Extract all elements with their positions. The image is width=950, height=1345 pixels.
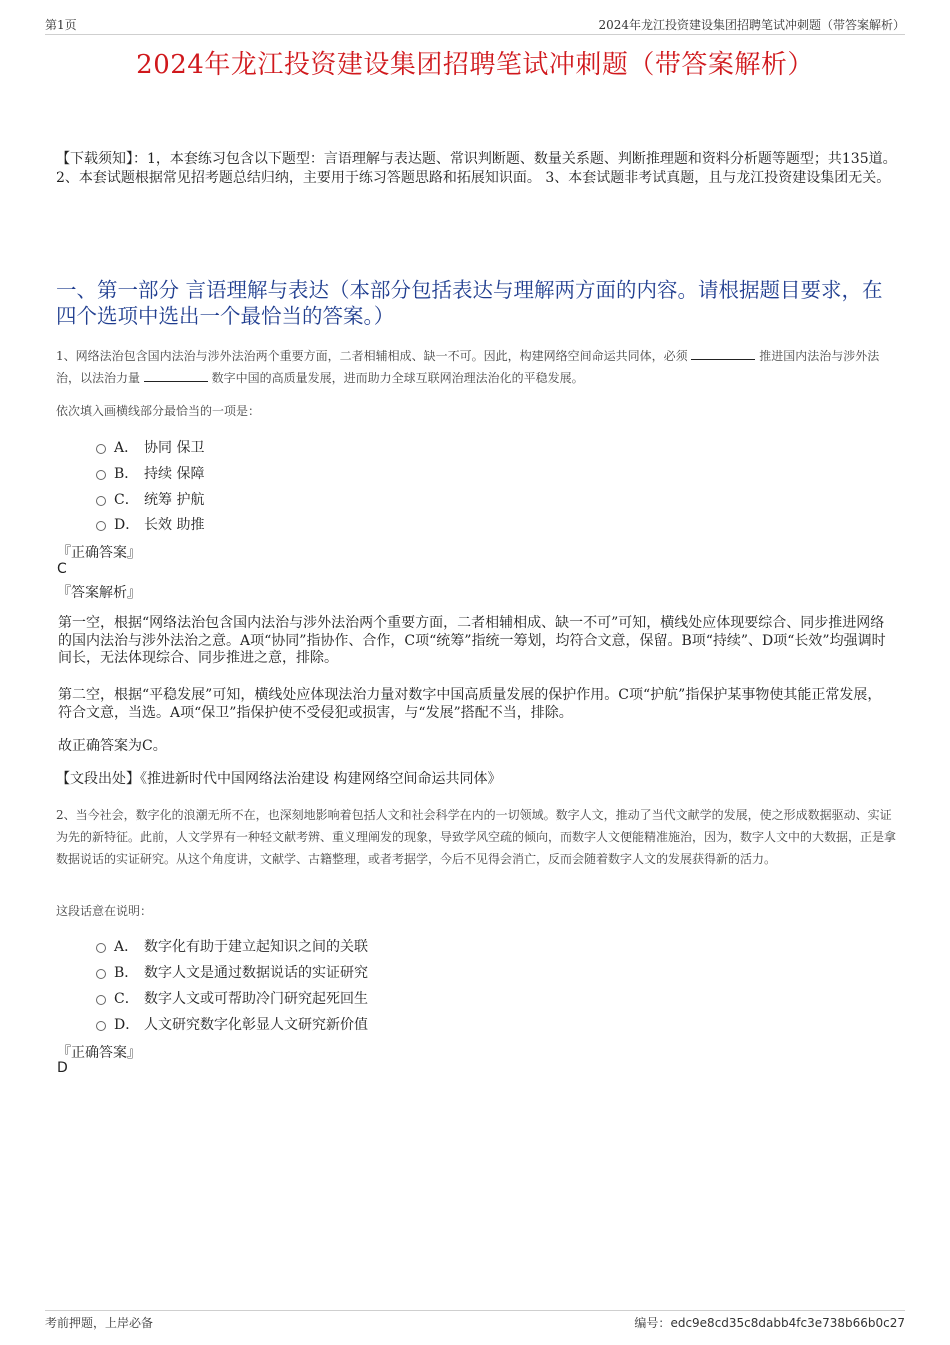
option-letter: D． [114,517,140,533]
blank-1 [691,346,755,360]
q2-answer: D [57,1060,68,1076]
option-letter: A． [114,440,139,456]
q1-answer: C [57,561,67,577]
option-text: 协同 保卫 [144,440,205,456]
q1-option-b[interactable] [96,463,204,483]
header-doc-title: 2024年龙江投资建设集团招聘笔试冲刺题（带答案解析） [598,18,905,32]
q2-option-b[interactable] [96,962,368,982]
footer-code-label: 编号： [634,1316,671,1330]
question-1-text-b: 推进国内法治与涉外法治，以法治力量 [56,349,880,385]
option-letter: D． [114,1017,140,1033]
q1-option-a[interactable] [96,437,204,457]
option-text: 长效 助推 [144,517,205,533]
footer-divider [45,1310,905,1311]
q1-answer-label: 『正确答案』 [57,545,141,561]
q1-analysis-label: 『答案解析』 [57,585,141,601]
question-2-prompt: 这段话意在说明： [56,904,153,918]
q2-option-a[interactable] [96,936,368,956]
radio-icon[interactable] [96,444,106,454]
q1-option-c[interactable] [96,489,204,509]
question-1-prompt: 依次填入画横线部分最恰当的一项是： [56,404,261,418]
option-text: 持续 保障 [144,466,205,482]
question-1-text-a: 1、网络法治包含国内法治与涉外法治两个重要方面，二者相辅相成、缺一不可。因此，构建网络空间命运共同体，必须 [56,349,692,363]
option-text: 人文研究数字化彰显人文研究新价值 [144,1017,368,1033]
option-letter: C． [114,492,139,508]
page-header [45,14,905,35]
option-letter: B． [114,466,139,482]
download-notice: 【下载须知】：1，本套练习包含以下题型：言语理解与表达题、常识判断题、数量关系题、判断推理题和资料分析题等题型；共135道。 2、本套试题根据常见招考题总结归纳，主要用于练习答题思路和拓展知识面。 3、本套试题非考试真题，且与龙江投资建设集团无关。 [56,151,897,186]
q1-conclusion: 故正确答案为C。 [58,738,167,754]
option-letter: C． [114,991,139,1007]
radio-icon[interactable] [96,943,106,953]
q2-option-c[interactable] [96,988,368,1008]
blank-2 [144,368,208,382]
section-heading: 一、第一部分 言语理解与表达（本部分包括表达与理解两方面的内容。请根据题目要求，在四个选项中选出一个最恰当的答案。） [56,278,883,328]
document-title: 2024年龙江投资建设集团招聘笔试冲刺题（带答案解析） [136,50,814,80]
q1-source: 【文段出处】《推进新时代中国网络法治建设 构建网络空间命运共同体》 [56,771,502,787]
page-number: 第1页 [45,18,77,32]
option-text: 数字人文或可帮助冷门研究起死回生 [144,991,368,1007]
radio-icon[interactable] [96,995,106,1005]
question-2-text: 2、当今社会，数字化的浪潮无所不在，也深刻地影响着包括人文和社会科学在内的一切领域。数字人文，推动了当代文献学的发展，使之形成数据驱动、实证为先的新特征。此前，人文学界有一种轻文献考辨、重义理阐发的现象，导致学风空疏的倾向，而数字人文便能精准施治，因为，数字人文中的大数据，正是拿数据说话的实证研究。从这个角度讲，文献学、古籍整理，或者考据学，今后不见得会消亡，反而会随着数字人文的发展获得新的活力。 [56,808,897,866]
footer-slogan: 考前押题，上岸必备 [45,1316,154,1330]
question-1-text [56,345,902,389]
footer-code [634,1314,905,1331]
q1-analysis-1: 第一空，根据“网络法治包含国内法治与涉外法治两个重要方面，二者相辅相成、缺一不可”可知，横线处应体现要综合、同步推进网络的国内法治与涉外法治之意。A项“协同”指协作、合作，C项“统筹”指统一筹划，均符合文意，保留。B项“持续”、D项“长效”均强调时间长，无法体现综合、同步推进之意，排除。 [58,615,886,666]
radio-icon[interactable] [96,470,106,480]
question-1-text-c: 数字中国的高质量发展，进而助力全球互联网治理法治化的平稳发展。 [207,371,584,385]
radio-icon[interactable] [96,521,106,531]
radio-icon[interactable] [96,969,106,979]
option-letter: A． [114,939,139,955]
q2-answer-label: 『正确答案』 [57,1045,141,1061]
radio-icon[interactable] [96,1021,106,1031]
q1-option-d[interactable] [96,514,204,534]
radio-icon[interactable] [96,496,106,506]
option-text: 数字人文是通过数据说话的实证研究 [144,965,368,981]
option-text: 数字化有助于建立起知识之间的关联 [144,939,368,955]
q1-analysis-2: 第二空，根据“平稳发展”可知，横线处应体现法治力量对数字中国高质量发展的保护作用。C项“护航”指保护某事物使其能正常发展，符合文意，当选。A项“保卫”指保护使不受侵犯或损害，与“发展”搭配不当，排除。 [58,687,882,721]
option-letter: B． [114,965,139,981]
q2-option-d[interactable] [96,1014,368,1034]
option-text: 统筹 护航 [144,492,205,508]
footer-code-value: edc9e8cd35c8dabb4fc3e738b66b0c27 [670,1316,905,1330]
